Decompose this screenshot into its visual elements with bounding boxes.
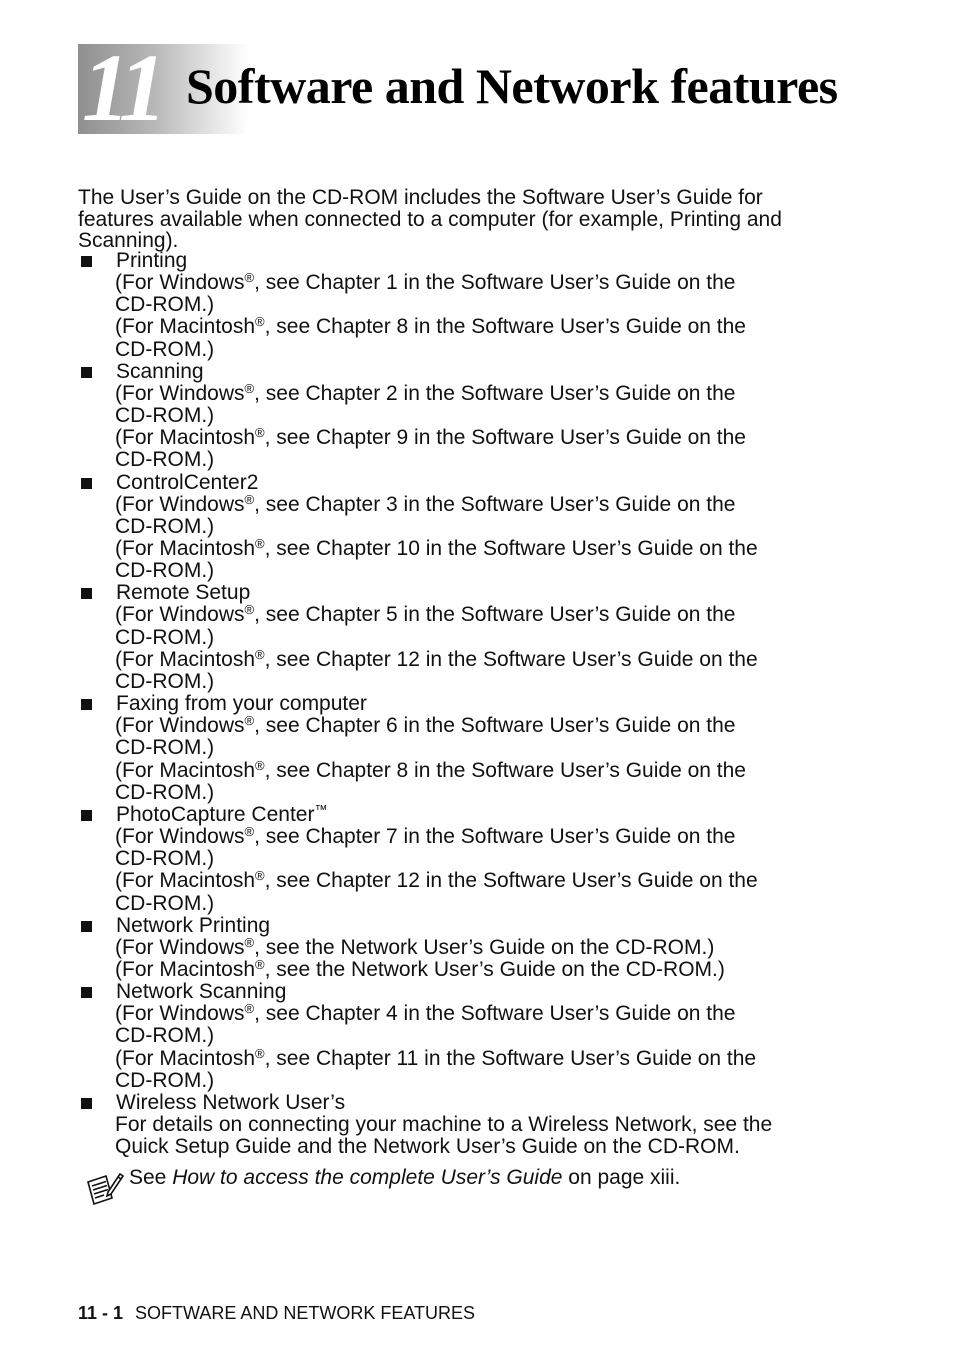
line-text: CD-ROM.) (115, 337, 215, 361)
chapter-number: 11 (82, 34, 161, 141)
line-text-rest: , see Chapter 5 in the Software User’s Guide on the (254, 603, 736, 627)
line-text: (For Windows (115, 603, 245, 627)
square-bullet-icon (81, 1098, 92, 1109)
registered-mark: ® (244, 602, 255, 618)
list-item-line (115, 491, 878, 516)
list-item-line (115, 538, 878, 560)
list-item-line (115, 1025, 878, 1047)
line-text-rest: , see Chapter 6 in the Software User’s Guide on the (254, 714, 736, 738)
list-item-title-text: PhotoCapture Center (116, 803, 315, 827)
registered-mark: ® (244, 1001, 255, 1017)
line-text: (For Macintosh (115, 537, 256, 561)
line-text: CD-ROM.) (115, 780, 215, 804)
list-item-title (116, 981, 878, 1003)
list-item (78, 361, 878, 472)
note-pencil-icon (84, 1170, 124, 1210)
note-text (129, 1166, 680, 1190)
list-item-line (115, 959, 878, 981)
line-text-rest: , see Chapter 4 in the Software User’s Guide on the (254, 1002, 736, 1026)
line-text: (For Windows (115, 492, 245, 516)
list-item-title (116, 472, 878, 494)
list-item-title-text: Network Scanning (116, 980, 287, 1004)
line-text: (For Macintosh (115, 426, 256, 450)
line-text: CD-ROM.) (115, 559, 215, 583)
list-item-line (115, 627, 878, 649)
list-item-title (116, 915, 878, 937)
intro-paragraph (78, 187, 838, 252)
square-bullet-icon (81, 478, 92, 489)
list-item-line (115, 1114, 878, 1136)
registered-mark: ® (255, 757, 265, 773)
list-item-title-text: Scanning (116, 359, 204, 383)
line-text-rest: , see Chapter 10 in the Software User’s Guide on the (264, 537, 758, 561)
list-item (78, 693, 878, 804)
note (84, 1166, 844, 1210)
line-text: (For Macintosh (115, 1046, 256, 1070)
line-text-rest: , see Chapter 7 in the Software User’s Guide on the (254, 825, 736, 849)
line-text: CD-ROM.) (115, 670, 215, 694)
square-bullet-icon (81, 921, 92, 932)
line-text-rest: , see Chapter 9 in the Software User’s Guide on the (264, 426, 746, 450)
line-text: For details on connecting your machine to a Wireless Network, see the (115, 1113, 773, 1137)
chapter-title: Software and Network features (186, 58, 838, 114)
list-item (78, 582, 878, 693)
line-text: (For Windows (115, 1002, 245, 1026)
list-item-line (115, 848, 878, 870)
note-prefix: See (129, 1166, 173, 1189)
line-text: CD-ROM.) (115, 1068, 215, 1092)
list-item-title (116, 250, 878, 272)
list-item-line (115, 604, 878, 626)
line-text-rest: , see the Network User’s Guide on the CD-ROM.) (264, 958, 725, 982)
list-item-line (115, 646, 878, 671)
intro-line: The User’s Guide on the CD-ROM includes the Software User’s Guide for (78, 186, 763, 209)
registered-mark: ® (244, 380, 255, 396)
registered-mark: ® (244, 491, 255, 507)
line-text: (For Windows (115, 381, 245, 405)
list-item (78, 472, 878, 583)
line-text: CD-ROM.) (115, 1024, 215, 1048)
line-text: (For Macintosh (115, 958, 256, 982)
list-item-line (115, 1045, 878, 1070)
registered-mark: ® (244, 824, 255, 840)
list-item-title-text: Faxing from your computer (116, 692, 367, 716)
list-item-title (116, 1092, 878, 1114)
footer-section-title: SOFTWARE AND NETWORK FEATURES (135, 1303, 476, 1323)
list-item-line (115, 272, 878, 294)
list-item-line (115, 1003, 878, 1025)
list-item-title (116, 804, 878, 826)
page-footer (78, 1302, 475, 1324)
line-text-rest: , see the Network User’s Guide on the CD-ROM.) (254, 935, 715, 959)
list-item-line (115, 934, 878, 959)
line-text: CD-ROM.) (115, 625, 215, 649)
list-item-line (115, 294, 878, 316)
list-item-line (115, 715, 878, 737)
list-item-line (115, 870, 878, 892)
line-text-rest: , see Chapter 2 in the Software User’s Guide on the (254, 381, 736, 405)
intro-line: features available when connected to a computer (for example, Printing and (78, 207, 782, 231)
registered-mark: ® (244, 270, 255, 285)
square-bullet-icon (81, 810, 92, 821)
line-text-rest: , see Chapter 12 in the Software User’s Guide on the (264, 647, 758, 671)
square-bullet-icon (81, 588, 92, 599)
trademark-mark: ™ (314, 802, 328, 818)
registered-mark: ® (255, 314, 265, 330)
list-item-line (115, 380, 878, 405)
line-text: CD-ROM.) (115, 847, 215, 871)
line-text-rest: , see Chapter 1 in the Software User’s Guide on the (254, 271, 736, 294)
line-text: (For Macintosh (115, 647, 256, 671)
list-item-line (115, 893, 878, 915)
intro-line: Scanning). (78, 229, 179, 252)
list-item-title-text: Network Printing (116, 913, 271, 937)
list-item-line (115, 782, 878, 804)
line-text-rest: , see Chapter 8 in the Software User’s Guide on the (264, 758, 746, 782)
chapter-header (78, 34, 898, 141)
list-item-title (116, 693, 878, 715)
line-text-rest: , see Chapter 12 in the Software User’s Guide on the (264, 869, 758, 893)
note-suffix: on page xiii. (562, 1166, 681, 1189)
registered-mark: ® (255, 957, 265, 973)
line-text: (For Windows (115, 825, 245, 849)
registered-mark: ® (255, 536, 265, 552)
list-item-title-text: Wireless Network User’s (116, 1091, 346, 1115)
page-number: 11 - 1 (78, 1303, 124, 1323)
registered-mark: ® (255, 646, 265, 662)
square-bullet-icon (81, 699, 92, 710)
registered-mark: ® (244, 713, 255, 729)
line-text-rest: , see Chapter 11 in the Software User’s Guide on the (264, 1046, 757, 1070)
list-item-line (115, 427, 878, 449)
list-item-line (115, 516, 878, 538)
line-text: Quick Setup Guide and the Network User’s Guide on the CD-ROM. (115, 1135, 740, 1159)
line-text-rest: , see Chapter 3 in the Software User’s Guide on the (254, 492, 736, 516)
list-item-line (115, 737, 878, 759)
line-text: CD-ROM.) (115, 891, 215, 915)
line-text: CD-ROM.) (115, 404, 215, 428)
list-item-line (115, 316, 878, 338)
list-item (78, 804, 878, 915)
line-text: CD-ROM.) (115, 293, 215, 317)
line-text: (For Windows (115, 714, 245, 738)
list-item (78, 1092, 878, 1158)
list-item-line (115, 1136, 878, 1158)
note-link-text: How to access the complete User’s Guide (172, 1166, 563, 1189)
registered-mark: ® (255, 425, 265, 441)
line-text-rest: , see Chapter 8 in the Software User’s Guide on the (264, 315, 746, 339)
line-text: CD-ROM.) (115, 448, 215, 472)
list-item-line (115, 339, 878, 361)
line-text: (For Macintosh (115, 869, 256, 893)
list-item-title (116, 361, 878, 383)
list-item-title-text: ControlCenter2 (116, 470, 259, 494)
list-item (78, 250, 878, 361)
line-text: (For Macintosh (115, 758, 256, 782)
line-text: CD-ROM.) (115, 514, 215, 538)
list-item-line (115, 449, 878, 471)
square-bullet-icon (81, 987, 92, 998)
list-item-line (115, 560, 878, 582)
line-text: (For Windows (115, 271, 245, 294)
line-text: (For Windows (115, 935, 245, 959)
registered-mark: ® (255, 868, 265, 884)
registered-mark: ® (255, 1045, 265, 1061)
list-item-line (115, 757, 878, 782)
list-item-line (115, 826, 878, 848)
line-text: (For Macintosh (115, 315, 256, 339)
list-item (78, 915, 878, 981)
list-item-title-text: Remote Setup (116, 581, 251, 605)
registered-mark: ® (244, 934, 255, 950)
list-item-line (115, 1070, 878, 1092)
list-item-title-text: Printing (116, 249, 188, 272)
list-item-line (115, 671, 878, 693)
feature-list (78, 250, 878, 1159)
list-item (78, 981, 878, 1092)
line-text: CD-ROM.) (115, 736, 215, 760)
list-item-title (116, 582, 878, 604)
square-bullet-icon (81, 367, 92, 378)
square-bullet-icon (81, 256, 92, 267)
list-item-line (115, 405, 878, 427)
